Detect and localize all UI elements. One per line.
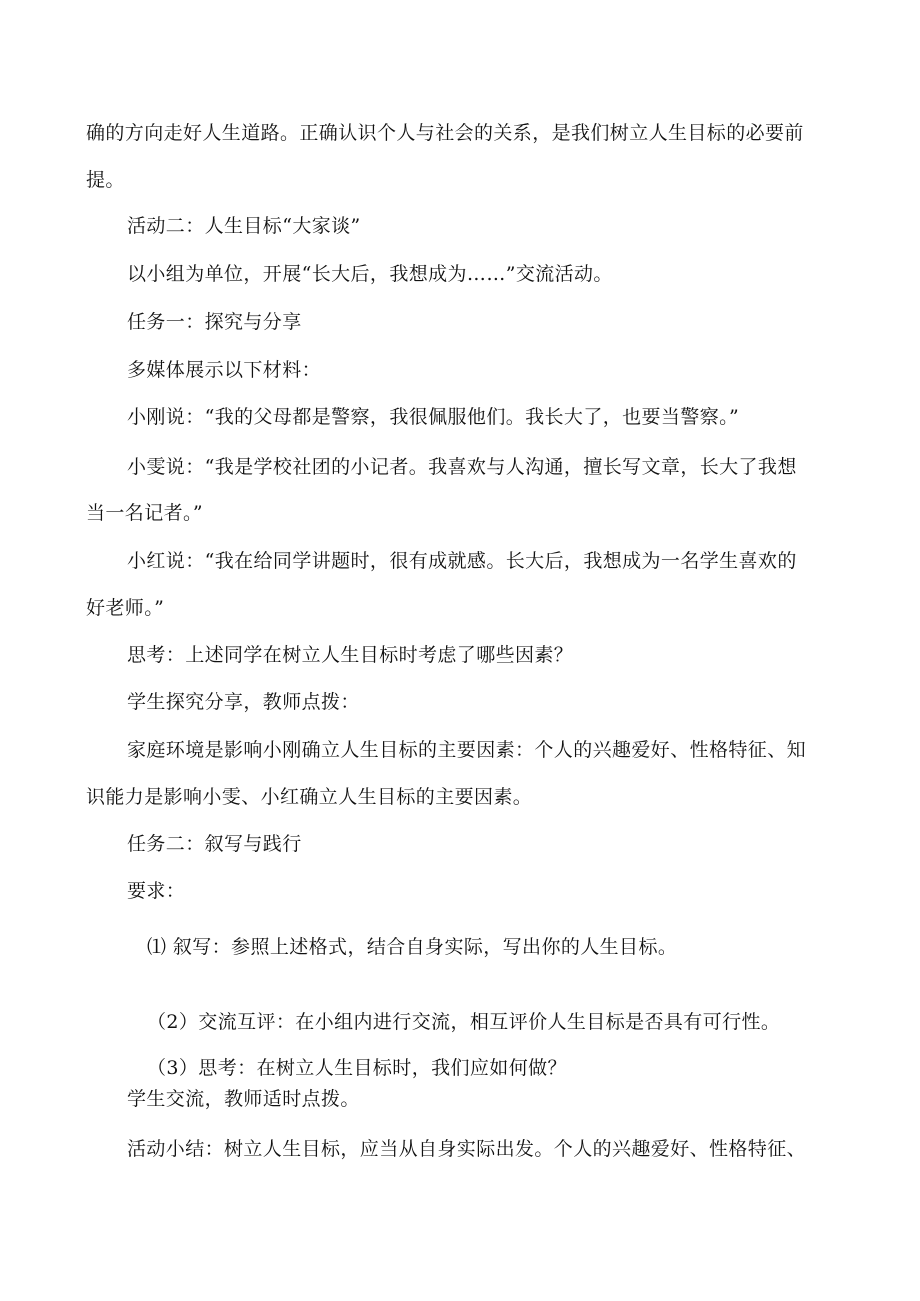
text-line-2: 提。: [86, 169, 125, 191]
activity-summary: 活动小结：树立人生目标，应当从自身实际出发。个人的兴趣爱好、性格特征、: [127, 1138, 807, 1160]
quote-xiaohong-cont: 好老师。”: [86, 597, 165, 619]
text-line-14: 家庭环境是影响小刚确立人生目标的主要因素：个人的兴趣爱好、性格特征、知: [127, 739, 807, 761]
text-line-15: 识能力是影响小雯、小红确立人生目标的主要因素。: [86, 786, 533, 808]
quote-xiaogang: 小刚说：“我的父母都是警察，我很佩服他们。我长大了，也要当警察。”: [127, 406, 740, 428]
text-line-6: 多媒体展示以下材料：: [127, 359, 322, 381]
quote-xiaohong: 小红说：“我在给同学讲题时，很有成就感。长大后，我想成为一名学生喜欢的: [127, 550, 797, 572]
text-line-1: 确的方向走好人生道路。正确认识个人与社会的关系，是我们树立人生目标的必要前: [86, 122, 804, 144]
quote-xiaowen-cont: 当一名记者。”: [86, 502, 204, 524]
think-question: 思考：上述同学在树立人生目标时考虑了哪些因素？: [127, 644, 574, 666]
text-line-4: 以小组为单位，开展“长大后，我想成为……”交流活动。: [127, 263, 613, 285]
text-line-13: 学生探究分享，教师点拨：: [127, 691, 360, 713]
task-heading-two: 任务二：叙写与践行: [127, 833, 302, 855]
task-heading-one: 任务一：探究与分享: [127, 311, 302, 333]
quote-xiaowen: 小雯说：“我是学校社团的小记者。我喜欢与人沟通，擅长写文章，长大了我想: [127, 456, 797, 478]
requirements-label: 要求：: [127, 880, 186, 902]
section-heading-activity-two: 活动二：人生目标“大家谈”: [127, 215, 361, 237]
requirement-item-1: ⑴ 叙写：参照上述格式，结合自身实际，写出你的人生目标。: [147, 936, 678, 958]
requirement-item-2: （2）交流互评：在小组内进行交流，相互评价人生目标是否具有可行性。: [147, 1011, 781, 1033]
text-line-21: 学生交流，教师适时点拨。: [127, 1088, 360, 1110]
requirement-item-3: （3）思考：在树立人生目标时，我们应如何做？: [147, 1057, 567, 1079]
